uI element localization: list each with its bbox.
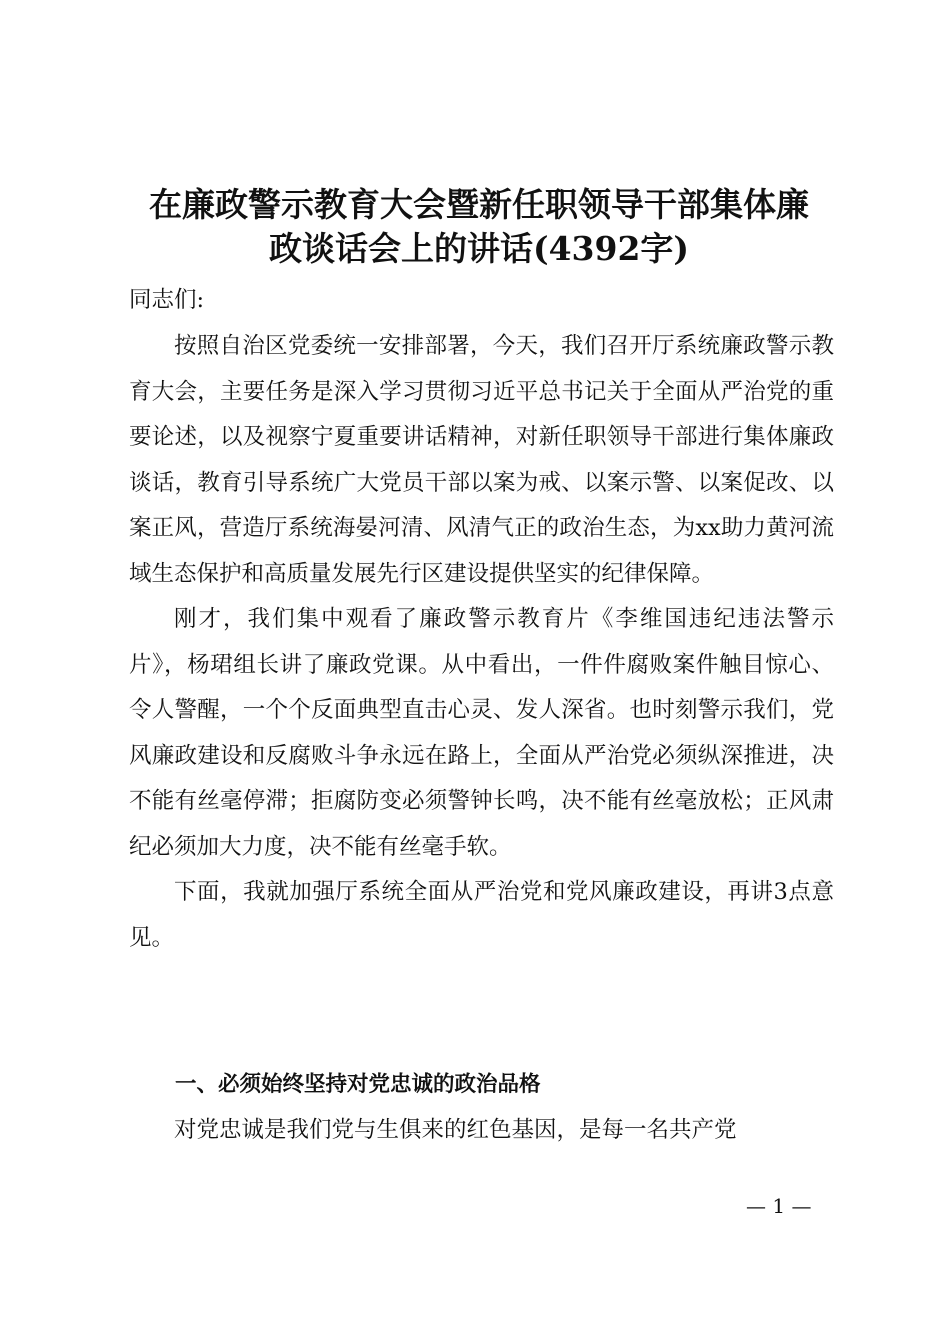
- salutation: 同志们:: [129, 287, 205, 313]
- page-number: — 1 —: [746, 1194, 812, 1218]
- body-section-continued: [129, 1108, 834, 1154]
- document-title-line-2: 政谈话会上的讲话(4392字): [268, 229, 690, 268]
- paragraph-4: 对党忠诚是我们党与生俱来的红色基因，是每一名共产党: [174, 1117, 737, 1143]
- body-section: [129, 324, 834, 961]
- paragraph-1: 按照自治区党委统一安排部署，今天，我们召开厅系统廉政警示教育大会，主要任务是深入学习贯彻习近平总书记关于全面从严治党的重要论述，以及视察宁夏重要讲话精神，对新任职领导干部进行集体廉政谈话，教育引导系统广大党员干部以案为戒、以案示警、以案促改、以案正风，营造厅系统海晏河清、风清气正的政治生态，为xx助力黄河流域生态保护和高质量发展先行区建设提供坚实的纪律保障。: [129, 333, 834, 587]
- section-heading: 一、必须始终坚持对党忠诚的政治品格: [175, 1072, 541, 1097]
- document-title-line-1: 在廉政警示教育大会暨新任职领导干部集体廉: [149, 185, 809, 224]
- paragraph-2: 刚才，我们集中观看了廉政警示教育片《李维国违纪违法警示片》，杨珺组长讲了廉政党课。从中看出，一件件腐败案件触目惊心、令人警醒，一个个反面典型直击心灵、发人深省。也时刻警示我们，党风廉政建设和反腐败斗争永远在路上，全面从严治党必须纵深推进，决不能有丝毫停滞；拒腐防变必须警钟长鸣，决不能有丝毫放松；正风肃纪必须加大力度，决不能有丝毫手软。: [129, 606, 834, 860]
- paragraph-3: 下面，我就加强厅系统全面从严治党和党风廉政建设，再讲3点意见。: [129, 879, 834, 951]
